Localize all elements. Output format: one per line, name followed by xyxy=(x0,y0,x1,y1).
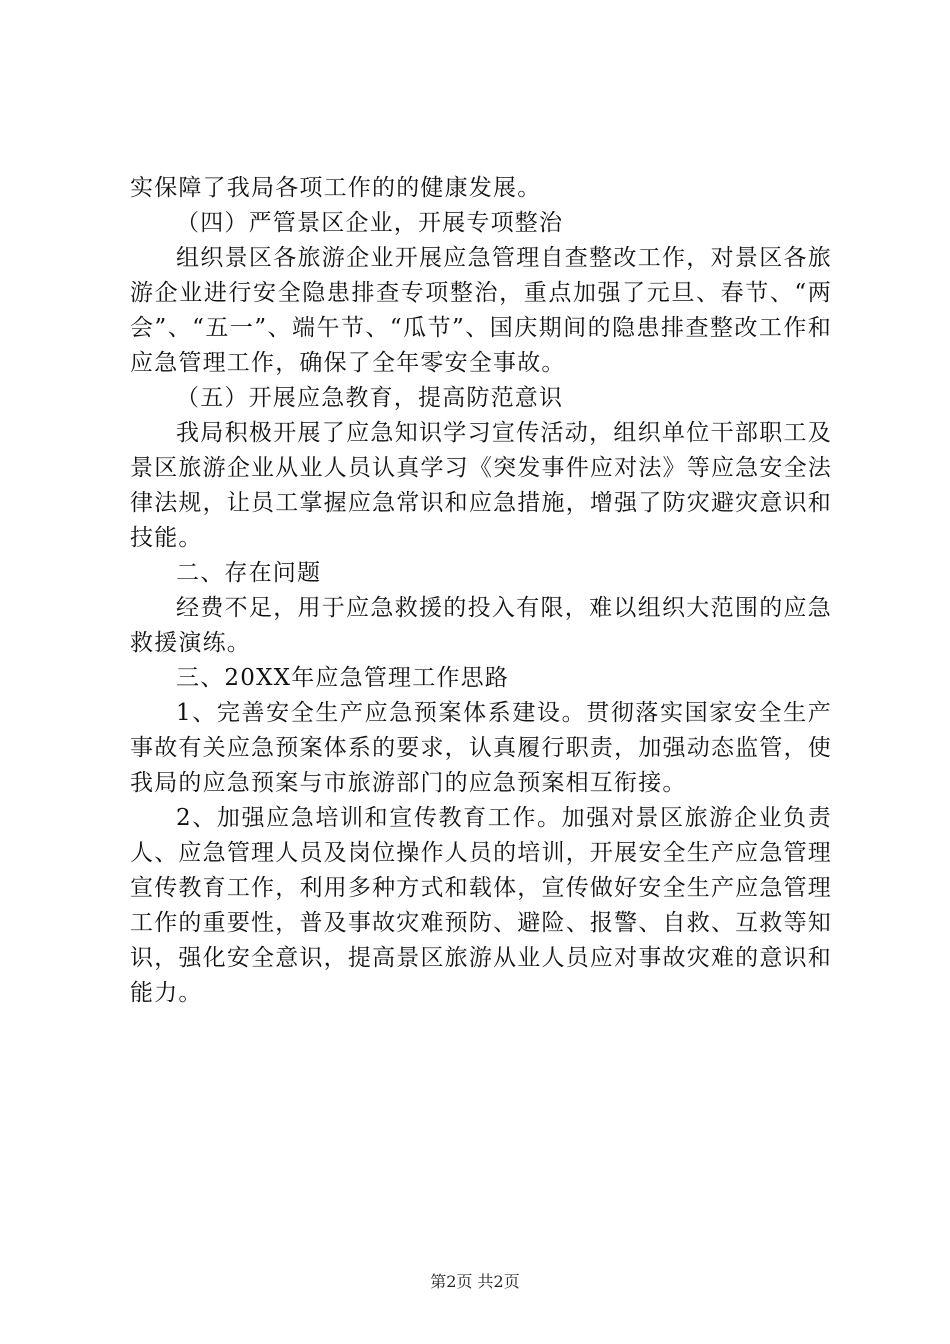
document-body xyxy=(130,171,832,1011)
section-heading-problems: 二、存在问题 xyxy=(176,560,322,586)
page-number-footer: 第2页 共2页 xyxy=(430,1272,520,1291)
paragraph-body: 组织景区各旅游企业开展应急管理自查整改工作，对景区各旅游企业进行安全隐患排查专项整治，重点加强了元旦、春节、“两会”、“五一”、端午节、“瓜节”、国庆期间的隐患排查整改工作和应急管理工作，确保了全年零安全事故。 xyxy=(130,245,832,376)
paragraph-body: 我局积极开展了应急知识学习宣传活动，组织单位干部职工及景区旅游企业从业人员认真学习《突发事件应对法》等应急安全法律法规，让员工掌握应急常识和应急措施，增强了防灾避灾意识和技能。 xyxy=(130,420,832,551)
section-heading-plan: 三、20XX年应急管理工作思路 xyxy=(176,665,510,691)
paragraph-body: 经费不足，用于应急救援的投入有限，难以组织大范围的应急救援演练。 xyxy=(130,595,832,656)
paragraph-body: 1、完善安全生产应急预案体系建设。贯彻落实国家安全生产事故有关应急预案体系的要求，认真履行职责，加强动态监管，使我局的应急预案与市旅游部门的应急预案相互衔接。 xyxy=(130,700,832,796)
paragraph-body: 2、加强应急培训和宣传教育工作。加强对景区旅游企业负责人、应急管理人员及岗位操作人员的培训，开展安全生产应急管理宣传教育工作，利用多种方式和载体，宣传做好安全生产应急管理工作的重要性，普及事故灾难预防、避险、报警、自救、互救等知识，强化安全意识，提高景区旅游从业人员应对事故灾难的意识和能力。 xyxy=(130,805,832,1006)
section-heading-5: （五）开展应急教育，提高防范意识 xyxy=(176,385,564,411)
paragraph-continuation: 实保障了我局各项工作的的健康发展。 xyxy=(130,175,542,201)
section-heading-4: （四）严管景区企业，开展专项整治 xyxy=(176,210,564,236)
